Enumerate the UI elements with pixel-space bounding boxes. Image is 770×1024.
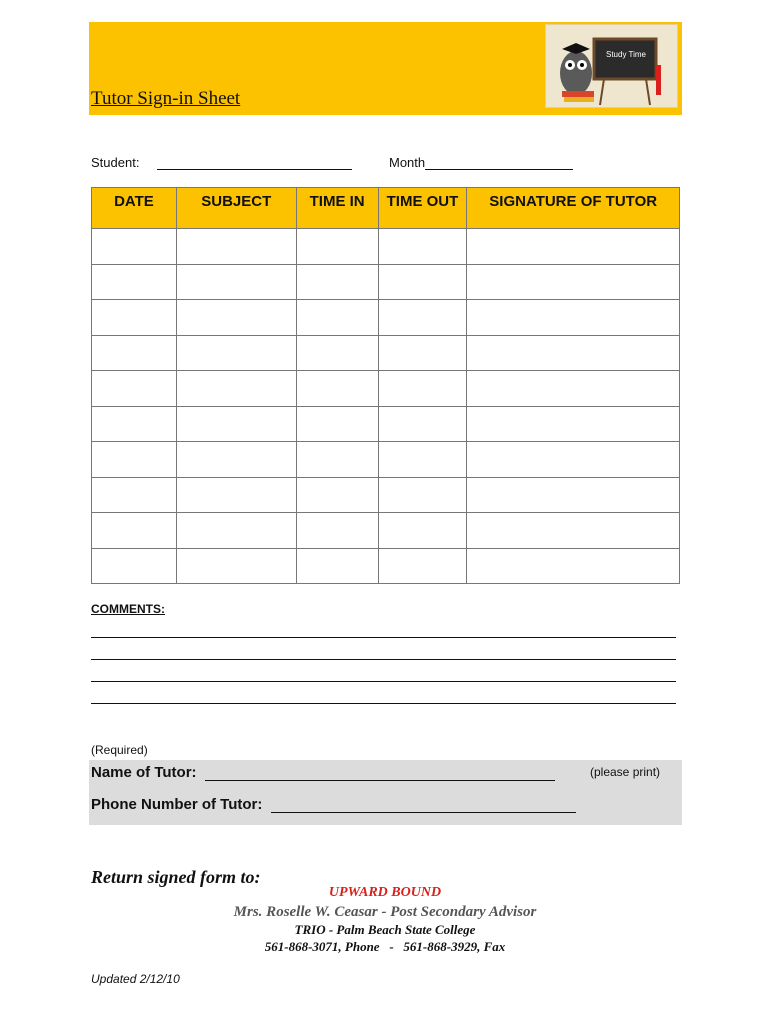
col-time-out: TIME OUT — [378, 188, 467, 229]
date-cell[interactable] — [92, 229, 177, 265]
date-cell[interactable] — [92, 300, 177, 336]
signature-cell[interactable] — [467, 406, 680, 442]
tutor-name-label: Name of Tutor: — [91, 764, 197, 781]
time-out-cell[interactable] — [378, 442, 467, 478]
time-out-cell[interactable] — [378, 406, 467, 442]
student-line[interactable] — [157, 169, 352, 170]
tutor-phone-field[interactable] — [91, 796, 576, 813]
student-label: Student: — [91, 155, 140, 170]
time-in-cell[interactable] — [296, 371, 378, 407]
comment-line[interactable] — [91, 659, 676, 660]
date-cell[interactable] — [92, 477, 177, 513]
table-row — [92, 442, 680, 478]
table-row — [92, 371, 680, 407]
date-cell[interactable] — [92, 548, 177, 584]
table-row — [92, 264, 680, 300]
org-name: TRIO - Palm Beach State College — [294, 922, 476, 937]
board-text: Study Time — [605, 50, 647, 59]
col-signature: SIGNATURE OF TUTOR — [467, 188, 680, 229]
subject-cell[interactable] — [176, 477, 296, 513]
date-cell[interactable] — [92, 513, 177, 549]
tutor-phone-label: Phone Number of Tutor: — [91, 796, 263, 813]
page-title: Tutor Sign-in Sheet — [91, 88, 241, 109]
date-cell[interactable] — [92, 335, 177, 371]
tutor-name-field[interactable] — [91, 764, 555, 781]
signature-cell[interactable] — [467, 264, 680, 300]
updated-date: Updated 2/12/10 — [91, 972, 180, 986]
time-out-cell[interactable] — [378, 264, 467, 300]
month-label: Month — [389, 155, 426, 170]
subject-cell[interactable] — [176, 406, 296, 442]
time-out-cell[interactable] — [378, 300, 467, 336]
tutor-phone-line[interactable] — [271, 812, 576, 813]
required-note: (Required) — [91, 743, 148, 757]
table-header-row — [92, 188, 680, 229]
subject-cell[interactable] — [176, 300, 296, 336]
signature-cell[interactable] — [467, 229, 680, 265]
table-row — [92, 477, 680, 513]
time-out-cell[interactable] — [378, 477, 467, 513]
date-cell[interactable] — [92, 371, 177, 407]
time-out-cell[interactable] — [378, 371, 467, 407]
time-out-cell[interactable] — [378, 513, 467, 549]
signature-cell[interactable] — [467, 335, 680, 371]
date-cell[interactable] — [92, 406, 177, 442]
time-in-cell[interactable] — [296, 229, 378, 265]
month-line[interactable] — [425, 169, 573, 170]
table-row — [92, 548, 680, 584]
month-field[interactable] — [389, 155, 573, 170]
program-name: UPWARD BOUND — [328, 885, 442, 900]
time-in-cell[interactable] — [296, 442, 378, 478]
advisor-name: Mrs. Roselle W. Ceasar - Post Secondary Advisor — [233, 904, 537, 920]
subject-cell[interactable] — [176, 335, 296, 371]
subject-cell[interactable] — [176, 371, 296, 407]
time-in-cell[interactable] — [296, 264, 378, 300]
time-out-cell[interactable] — [378, 548, 467, 584]
subject-cell[interactable] — [176, 264, 296, 300]
signature-cell[interactable] — [467, 548, 680, 584]
print-note: (please print) — [590, 765, 661, 779]
contact-numbers: 561-868-3071, Phone - 561-868-3929, Fax — [264, 939, 506, 954]
comment-line[interactable] — [91, 681, 676, 682]
time-in-cell[interactable] — [296, 300, 378, 336]
time-in-cell[interactable] — [296, 477, 378, 513]
signature-cell[interactable] — [467, 442, 680, 478]
subject-cell[interactable] — [176, 548, 296, 584]
table-row — [92, 300, 680, 336]
subject-cell[interactable] — [176, 442, 296, 478]
table-row — [92, 335, 680, 371]
date-cell[interactable] — [92, 264, 177, 300]
owl-chalkboard-logo — [545, 24, 678, 108]
table-row — [92, 513, 680, 549]
col-time-in: TIME IN — [296, 188, 378, 229]
time-out-cell[interactable] — [378, 335, 467, 371]
time-in-cell[interactable] — [296, 548, 378, 584]
col-subject: SUBJECT — [176, 188, 296, 229]
return-heading: Return signed form to: — [91, 867, 261, 887]
time-in-cell[interactable] — [296, 335, 378, 371]
time-in-cell[interactable] — [296, 406, 378, 442]
tutor-name-line[interactable] — [205, 780, 555, 781]
col-date: DATE — [92, 188, 177, 229]
table-row — [92, 229, 680, 265]
comment-line[interactable] — [91, 637, 676, 638]
sign-in-table — [91, 187, 680, 584]
comments-label: COMMENTS: — [91, 602, 165, 616]
subject-cell[interactable] — [176, 513, 296, 549]
subject-cell[interactable] — [176, 229, 296, 265]
student-field[interactable] — [91, 155, 352, 170]
signature-cell[interactable] — [467, 477, 680, 513]
date-cell[interactable] — [92, 442, 177, 478]
signature-cell[interactable] — [467, 371, 680, 407]
signature-cell[interactable] — [467, 300, 680, 336]
comment-line[interactable] — [91, 703, 676, 704]
signature-cell[interactable] — [467, 513, 680, 549]
time-out-cell[interactable] — [378, 229, 467, 265]
time-in-cell[interactable] — [296, 513, 378, 549]
table-row — [92, 406, 680, 442]
